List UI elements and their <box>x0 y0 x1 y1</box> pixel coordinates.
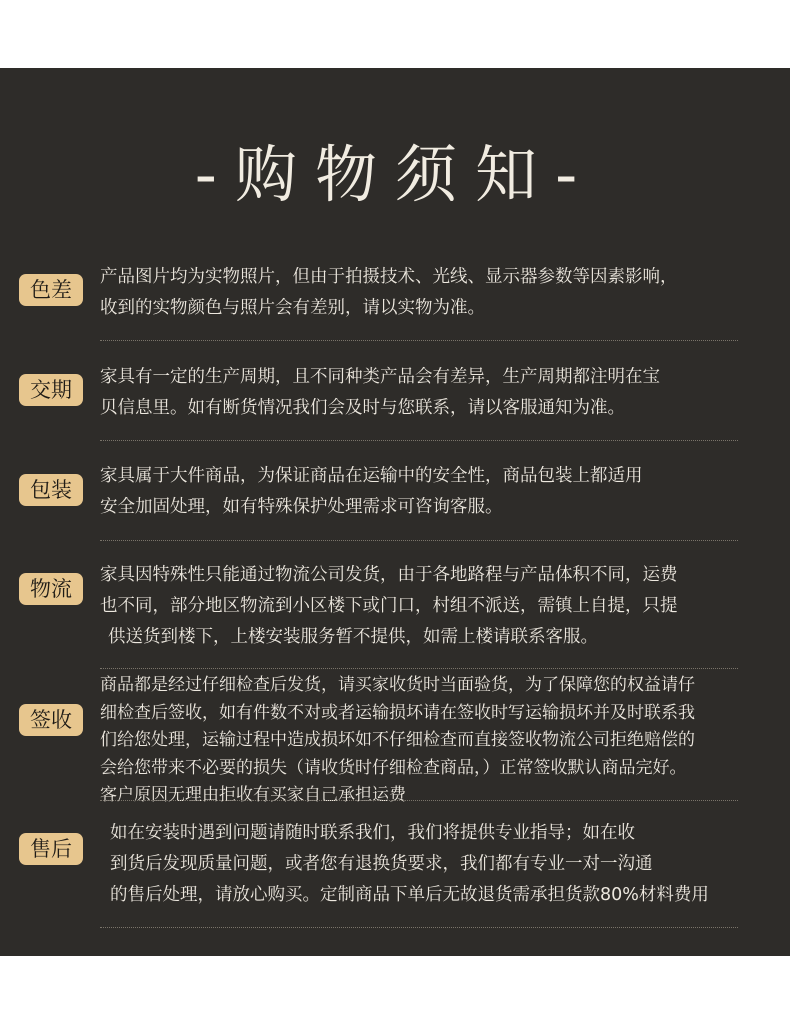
section-sign-for-text <box>100 672 695 810</box>
divider <box>100 668 738 669</box>
text-line: 贝信息里。如有断货情况我们会及时与您联系，请以客服通知为准。 <box>100 398 625 418</box>
divider <box>100 540 738 541</box>
section-delivery-time-text <box>100 362 660 424</box>
tag-sign-for: 签收 <box>19 704 83 736</box>
text-line: 客户原因无理由拒收有买家自己承担运费 <box>100 785 406 805</box>
text-line: 家具有一定的生产周期，且不同种类产品会有差异，生产周期都注明在宝 <box>100 367 660 387</box>
text-line: 收到的实物颜色与照片会有差别，请以实物为准。 <box>100 298 485 318</box>
tag-delivery-time: 交期 <box>19 374 83 406</box>
text-line: 细检查后签收，如有件数不对或者运输损坏请在签收时写运输损坏并及时联系我 <box>100 702 695 723</box>
text-line: 产品图片均为实物照片，但由于拍摄技术、光线、显示器参数等因素影响， <box>100 267 678 287</box>
section-color-difference-text <box>100 262 678 324</box>
divider <box>100 800 738 801</box>
text-line: 也不同，部分地区物流到小区楼下或门口，村组不派送，需镇上自提，只提 <box>100 596 678 616</box>
text-line: 供送货到楼下，上楼安装服务暂不提供，如需上楼请联系客服。 <box>108 627 598 647</box>
divider <box>100 927 738 928</box>
page-title: -购物须知- <box>194 138 596 211</box>
tag-color-difference: 色差 <box>19 274 83 306</box>
section-packaging-text <box>100 461 643 523</box>
text-line: 家具属于大件商品，为保证商品在运输中的安全性，商品包装上都适用 <box>100 466 643 486</box>
text-line: 的售后处理，请放心购买。定制商品下单后无故退货需承担货款80%材料费用 <box>110 885 709 905</box>
section-logistics-text <box>100 560 678 653</box>
text-line: 们给您处理，运输过程中造成损坏如不仔细检查而直接签收物流公司拒绝赔偿的 <box>100 730 695 750</box>
divider <box>100 340 738 341</box>
text-line: 安全加固处理，如有特殊保护处理需求可咨询客服。 <box>100 497 503 517</box>
tag-logistics: 物流 <box>19 573 83 605</box>
tag-packaging: 包装 <box>19 474 83 506</box>
text-line: 商品都是经过仔细检查后发货，请买家收货时当面验货，为了保障您的权益请仔 <box>100 675 695 695</box>
text-line: 如在安装时遇到问题请随时联系我们，我们将提供专业指导；如在收 <box>110 823 635 843</box>
section-after-sales-text <box>110 818 709 911</box>
text-line: 家具因特殊性只能通过物流公司发货，由于各地路程与产品体积不同，运费 <box>100 565 678 585</box>
divider <box>100 440 738 441</box>
text-line: 到货后发现质量问题，或者您有退换货要求，我们都有专业一对一沟通 <box>110 854 653 874</box>
tag-after-sales: 售后 <box>19 833 83 865</box>
text-line: 会给您带来不必要的损失（请收货时仔细检查商品，）正常签收默认商品完好。 <box>100 757 687 778</box>
